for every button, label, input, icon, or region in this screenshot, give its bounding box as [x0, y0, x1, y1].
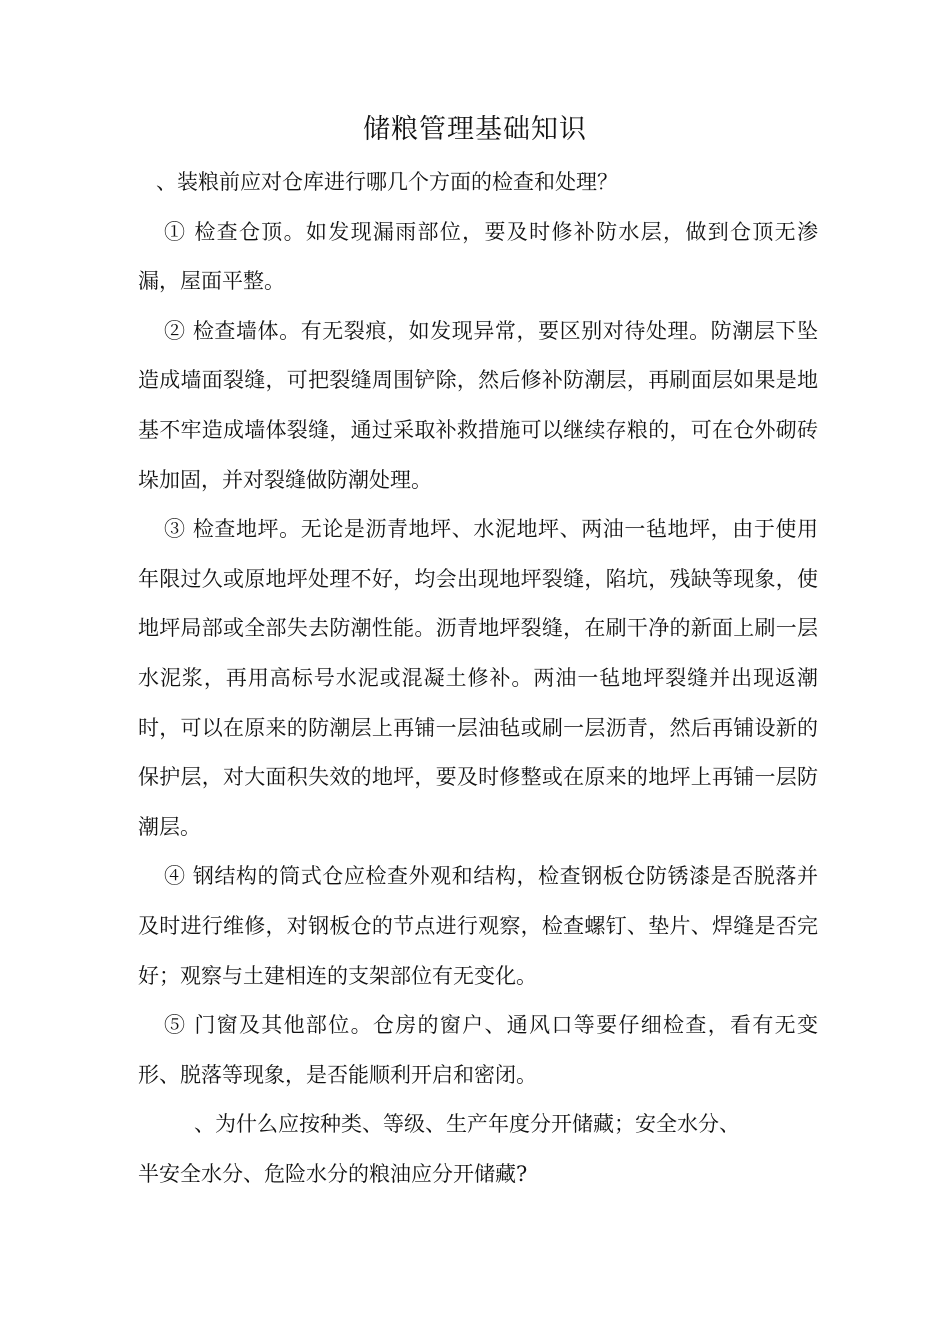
item-5-doors-windows: ⑤ 门窗及其他部位。仓房的窗户、通风口等要仔细检查，看有无变形、脱落等现象，是否能顺利开启和密闭。 — [138, 1013, 818, 1087]
question-2-line-1: 、为什么应按种类、等级、生产年度分开储藏；安全水分、 — [194, 1112, 740, 1137]
item-3-floor: ③ 检查地坪。无论是沥青地坪、水泥地坪、两油一毡地坪，由于使用年限过久或原地坪处理不好，均会出现地坪裂缝，陷坑，残缺等现象，使地坪局部或全部失去防潮性能。沥青地坪裂缝，在刷干净的新面上刷一层水泥浆，再用高标号水泥或混凝土修补。两油一毡地坪裂缝并出现返潮时，可以在原来的防潮层上再铺一层油毡或刷一层沥青，然后再铺设新的保护层，对大面积失效的地坪，要及时修整或在原来的地坪上再铺一层防潮层。 — [138, 517, 818, 839]
document-title: 储粮管理基础知识 — [363, 114, 587, 145]
item-1-roof: ① 检查仓顶。如发现漏雨部位，要及时修补防水层，做到仓顶无渗漏，屋面平整。 — [138, 219, 818, 294]
item-4-steel-silo: ④ 钢结构的筒式仓应检查外观和结构，检查钢板仓防锈漆是否脱落并及时进行维修，对钢板仓的节点进行观察，检查螺钉、垫片、焊缝是否完好；观察与土建相连的支架部位有无变化。 — [138, 864, 818, 988]
item-2-wall: ② 检查墙体。有无裂痕，如发现异常，要区别对待处理。防潮层下坠造成墙面裂缝，可把裂缝周围铲除，然后修补防潮层，再刷面层如果是地基不牢造成墙体裂缝，通过采取补救措施可以继续存粮的，可在仓外砌砖垛加固，并对裂缝做防潮处理。 — [138, 318, 818, 492]
document-body — [138, 158, 818, 1199]
question-1: 、装粮前应对仓库进行哪几个方面的检查和处理？ — [156, 170, 618, 194]
question-2-line-2: 半安全水分、危险水分的粮油应分开储藏? — [138, 1161, 528, 1186]
